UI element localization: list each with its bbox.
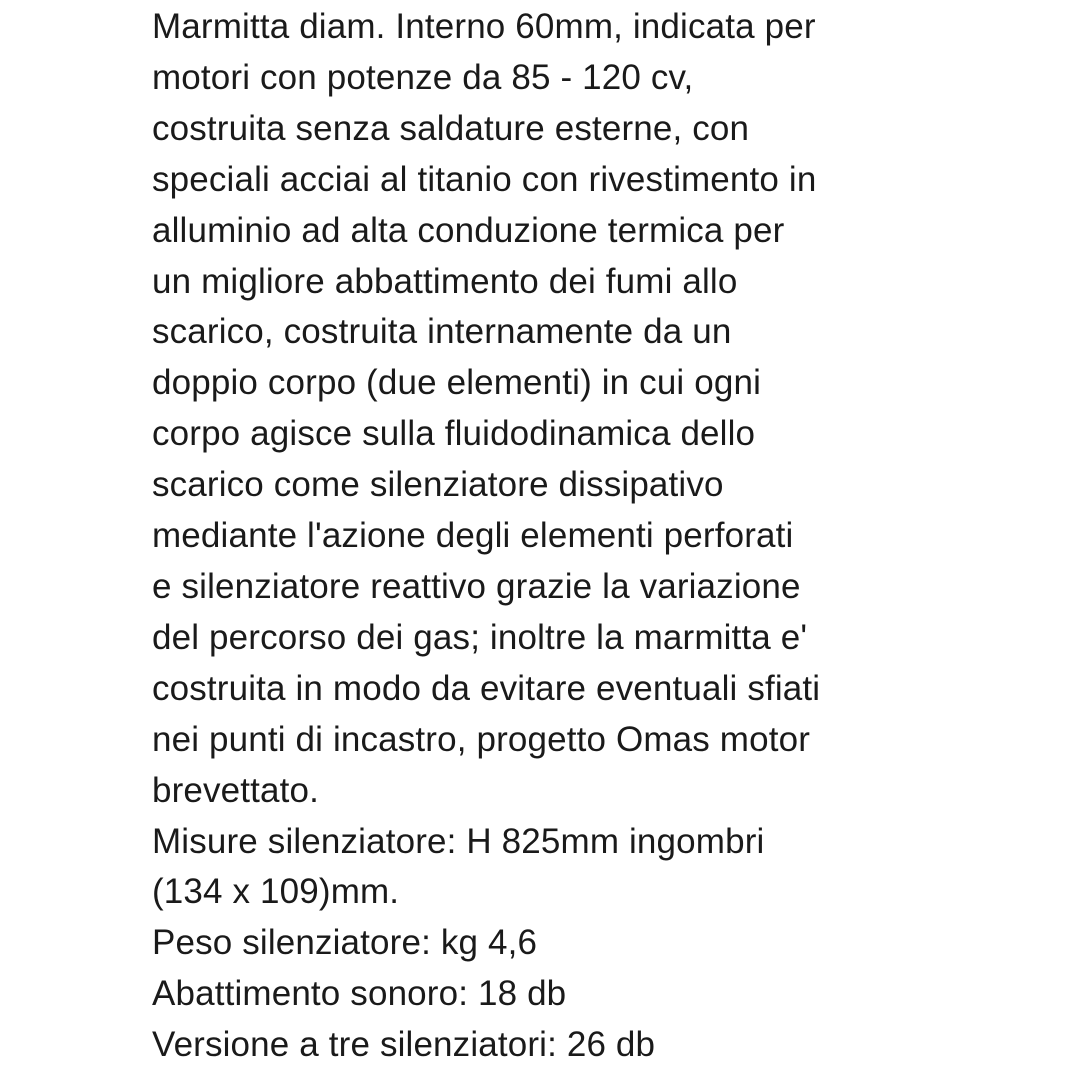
description-line: mediante l'azione degli elementi perforati (152, 516, 794, 556)
spec-three-silencer-version: Versione a tre silenziatori: 26 db (152, 1025, 656, 1065)
description-line: speciali acciai al titanio con rivestimento in (152, 159, 817, 199)
spec-sound-reduction: Abattimento sonoro: 18 db (152, 974, 567, 1014)
description-line: un migliore abbattimento dei fumi allo (152, 261, 738, 301)
description-line: del percorso dei gas; inoltre la marmitta e' (152, 617, 808, 657)
product-description-text (152, 2, 1052, 1071)
description-line: scarico come silenziatore dissipativo (152, 465, 724, 505)
spec-dimensions-continued: (134 x 109)mm. (152, 872, 400, 912)
spec-weight: Peso silenziatore: kg 4,6 (152, 923, 538, 963)
description-line: motori con potenze da 85 - 120 cv, (152, 57, 694, 97)
description-line: e silenziatore reattivo grazie la variazione (152, 566, 801, 606)
description-line: corpo agisce sulla fluidodinamica dello (152, 414, 756, 454)
description-line: alluminio ad alta conduzione termica per (152, 210, 785, 250)
spec-dimensions: Misure silenziatore: H 825mm ingombri (152, 821, 765, 861)
description-line: costruita senza saldature esterne, con (152, 108, 750, 148)
description-line: doppio corpo (due elementi) in cui ogni (152, 363, 762, 403)
description-line: Marmitta diam. Interno 60mm, indicata per (152, 7, 816, 46)
description-line: nei punti di incastro, progetto Omas motor (152, 719, 811, 759)
description-line: costruita in modo da evitare eventuali sfiati (152, 668, 821, 708)
description-line: scarico, costruita internamente da un (152, 312, 732, 352)
description-line: brevettato. (152, 770, 320, 810)
